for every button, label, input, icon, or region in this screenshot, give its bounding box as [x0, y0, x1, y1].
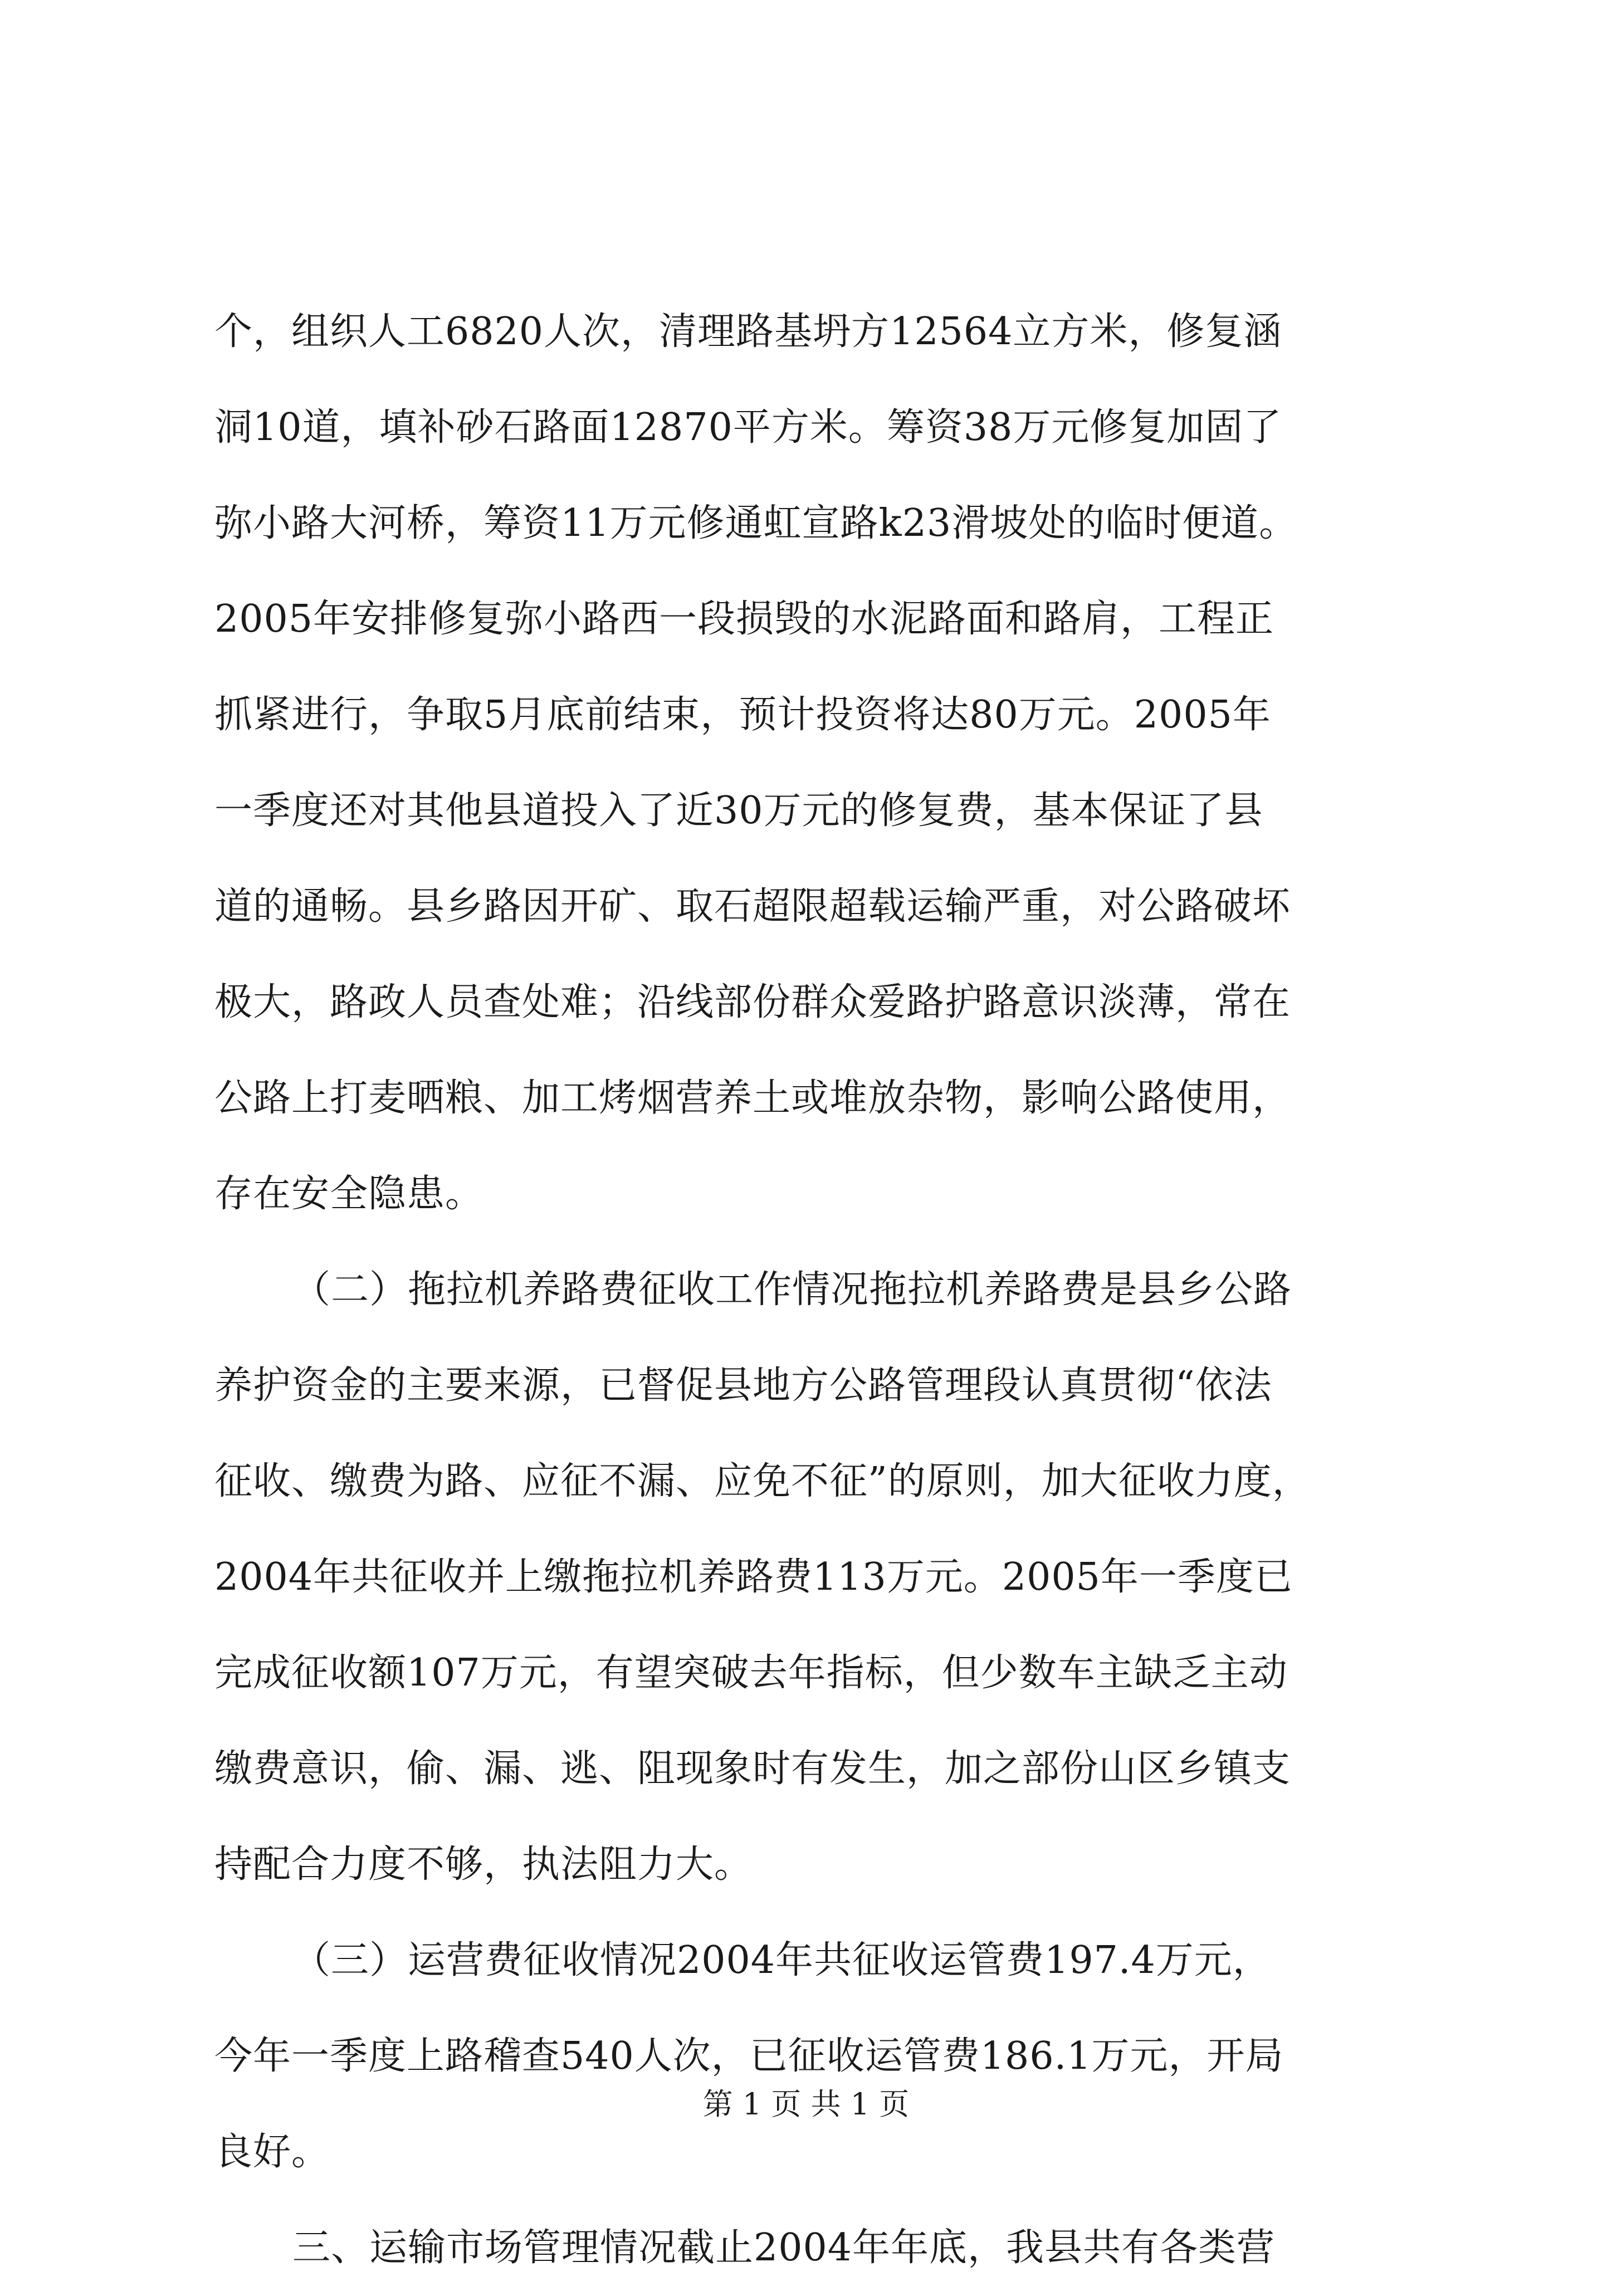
text-line: 存在安全隐患。 [214, 1172, 484, 1216]
text-line: 今年一季度上路稽查540人次，已征收运管费186.1万元，开局 [214, 2034, 1284, 2078]
paragraph-heading-line: （二）拖拉机养路费征收工作情况拖拉机养路费是县乡公路 [292, 1268, 1292, 1312]
text-line: 个，组织人工6820人次，清理路基坍方12564立方米，修复涵 [214, 310, 1282, 354]
text-line: 完成征收额107万元，有望突破去年指标，但少数车主缺乏主动 [214, 1651, 1288, 1695]
section-heading-line: 三、运输市场管理情况截止2004年年底，我县共有各类营 [292, 2226, 1276, 2270]
text-line: 洞10道，填补砂石路面12870平方米。筹资38万元修复加固了 [214, 406, 1282, 450]
text-line: 道的通畅。县乡路因开矿、取石超限超载运输严重，对公路破坏 [214, 885, 1291, 929]
text-line: 征收、缴费为路、应征不漏、应免不征”的原则，加大征收力度， [214, 1459, 1311, 1503]
paragraph-heading-line: （三）运营费征收情况2004年共征收运管费197.4万元， [292, 1938, 1271, 1982]
text-line: 持配合力度不够，执法阻力大。 [214, 1843, 753, 1887]
text-line: 2004年共征收并上缴拖拉机养路费113万元。2005年一季度已 [214, 1555, 1293, 1599]
document-body [214, 284, 1401, 2296]
text-line: 一季度还对其他县道投入了近30万元的修复费，基本保证了县 [214, 789, 1263, 833]
text-line: 良好。 [214, 2130, 330, 2174]
text-line: 缴费意识，偷、漏、逃、阻现象时有发生，加之部份山区乡镇支 [214, 1747, 1291, 1791]
text-line: 2005年安排修复弥小路西一段损毁的水泥路面和路肩，工程正 [214, 597, 1274, 641]
text-line: 极大，路政人员查处难；沿线部份群众爱路护路意识淡薄，常在 [214, 980, 1291, 1024]
text-line: 弥小路大河桥，筹资11万元修通虹宣路k23滑坡处的临时便道。 [214, 501, 1298, 545]
text-line: 养护资金的主要来源，已督促县地方公路管理段认真贯彻“依法 [214, 1364, 1272, 1408]
text-line: 公路上打麦晒粮、加工烤烟营养土或堆放杂物，影响公路使用， [214, 1076, 1291, 1120]
page-footer: 第 1 页 共 1 页 [702, 2087, 910, 2122]
text-line: 抓紧进行，争取5月底前结束，预计投资将达80万元。2005年 [214, 693, 1271, 737]
